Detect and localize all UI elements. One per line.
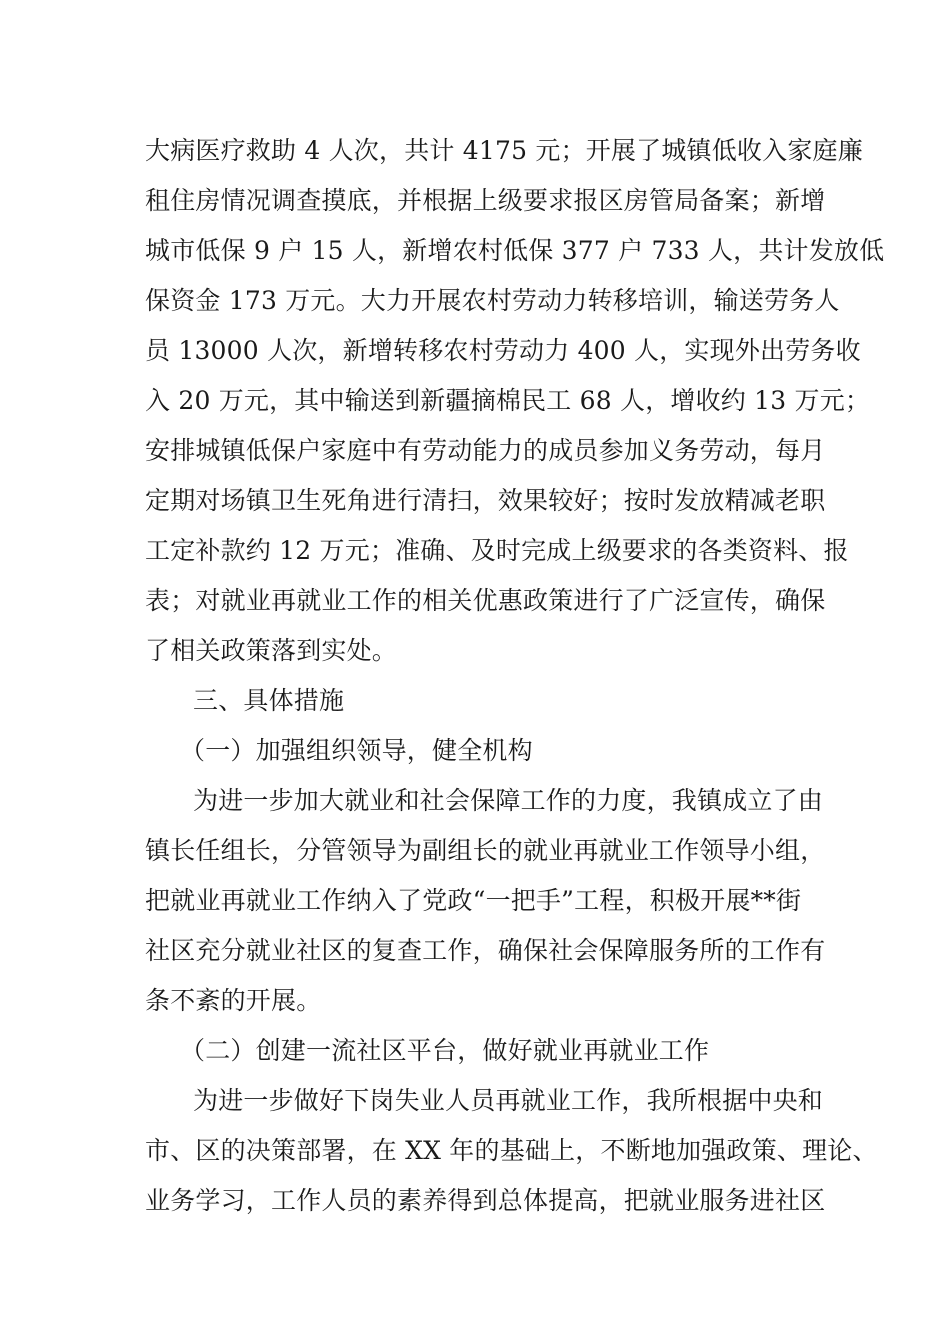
body-text-line: 条不紊的开展。 <box>145 986 322 1015</box>
subsection-heading: （二）创建一流社区平台，做好就业再就业工作 <box>180 1036 710 1065</box>
body-text-line: 定期对场镇卫生死角进行清扫，效果较好；按时发放精减老职 <box>145 486 826 515</box>
body-text-line: 大病医疗救助 4 人次，共计 4175 元；开展了城镇低收入家庭廉 <box>145 136 863 165</box>
body-text-line: 为进一步做好下岗失业人员再就业工作，我所根据中央和 <box>193 1086 824 1115</box>
body-text-line: 表；对就业再就业工作的相关优惠政策进行了广泛宣传，确保 <box>145 586 826 615</box>
section-heading: 三、具体措施 <box>193 686 345 715</box>
body-text-line: 租住房情况调查摸底，并根据上级要求报区房管局备案；新增 <box>145 186 826 215</box>
body-text-line: 业务学习，工作人员的素养得到总体提高，把就业服务进社区 <box>145 1186 826 1215</box>
body-text-line: 城市低保 9 户 15 人，新增农村低保 377 户 733 人，共计发放低 <box>145 236 885 265</box>
body-text-line: 镇长任组长，分管领导为副组长的就业再就业工作领导小组， <box>145 836 826 865</box>
body-text-line: 市、区的决策部署，在 XX 年的基础上，不断地加强政策、理论、 <box>145 1136 878 1165</box>
body-text-line: 工定补款约 12 万元；准确、及时完成上级要求的各类资料、报 <box>145 536 849 565</box>
body-text-line: 安排城镇低保户家庭中有劳动能力的成员参加义务劳动，每月 <box>145 436 826 465</box>
body-text-line: 为进一步加大就业和社会保障工作的力度，我镇成立了由 <box>193 786 824 815</box>
body-text-line: 入 20 万元，其中输送到新疆摘棉民工 68 人，增收约 13 万元； <box>145 386 871 415</box>
body-text-line: 保资金 173 万元。大力开展农村劳动力转移培训，输送劳务人 <box>145 286 840 315</box>
subsection-heading: （一）加强组织领导，健全机构 <box>180 736 533 765</box>
body-text-line: 了相关政策落到实处。 <box>145 636 398 665</box>
body-text-line: 把就业再就业工作纳入了党政“一把手”工程，积极开展**街 <box>145 886 802 915</box>
body-text-line: 员 13000 人次，新增转移农村劳动力 400 人，实现外出劳务收 <box>145 336 861 365</box>
body-text-line: 社区充分就业社区的复查工作，确保社会保障服务所的工作有 <box>145 936 826 965</box>
